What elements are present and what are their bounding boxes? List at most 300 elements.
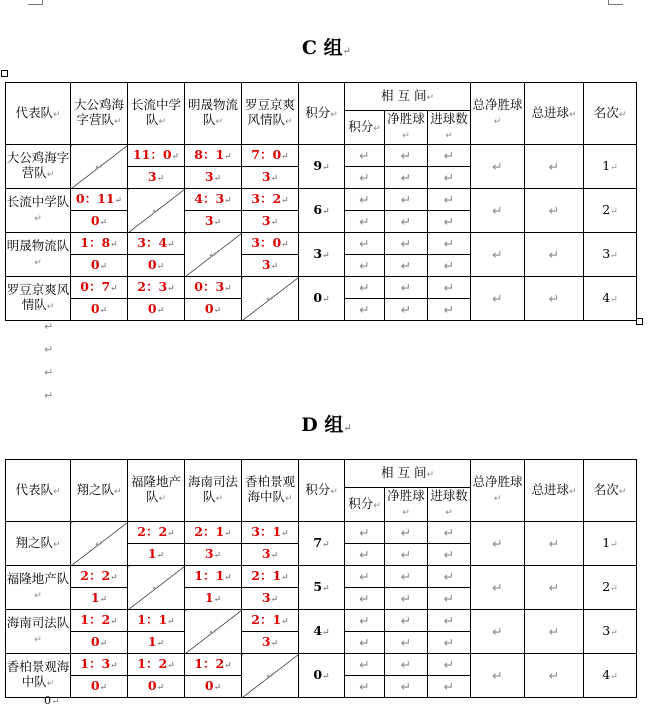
cell-mark: ↵ [213,550,222,561]
mutual-cell: ↵ [345,610,385,632]
cell-mark: ↵ [99,682,108,693]
mutual-cell: ↵ [428,211,471,233]
net-goals-cell: ↵ [471,233,525,277]
mutual-cell: ↵ [385,189,428,211]
cell-mark: ↵ [110,660,118,671]
match-score-value: 0：7 [80,278,111,294]
table-row [6,654,637,676]
self-match-cell [242,654,299,698]
total-goals-cell: ↵ [525,654,584,698]
header-opponent-4-label: 罗豆京爽风情队 [244,97,295,127]
cell-mark: ↵ [224,572,232,583]
cell-mark: ↵ [167,283,175,294]
total-goals-cell: ↵ [525,233,584,277]
rank-cell [584,610,637,654]
rank-value: 2 [602,578,611,594]
sub-label: 进球数 [430,111,468,126]
rank-cell [584,233,637,277]
header-opponent-3-label: 海南司法队 [187,474,238,504]
cell-mark: ↵ [213,217,222,228]
rank-value: 4 [602,289,611,305]
match-score [185,654,242,676]
cell-mark: ↵ [152,206,160,217]
cell-mark: ↵ [281,528,289,539]
match-points-value: 1 [204,589,214,605]
team-name-label: 翔之队 [15,534,53,550]
cell-mark: ↵ [46,170,55,180]
team-name [6,277,71,321]
mutual-cell: ↵ [428,676,471,698]
cell-mark: ↵ [322,671,330,682]
mutual-cell: ↵ [385,233,428,255]
cell-mark: ↵ [610,162,618,173]
match-points [128,167,185,189]
match-score-value: 2：1 [251,611,282,627]
table-row [6,522,637,544]
match-points [128,676,185,698]
sub-label: 积分 [348,118,374,134]
cell-mark: ↵ [224,151,232,162]
cell-mark: ↵ [270,594,279,605]
mutual-cell: ↵ [345,211,385,233]
mutual-cell: ↵ [428,654,471,676]
cell-mark: ↵ [34,214,42,224]
mutual-cell: ↵ [345,277,385,299]
header-mutual-sub-1 [345,488,385,522]
cell-mark: ↵ [322,206,330,217]
header-opponent-1 [71,83,128,145]
cell-mark: ↵ [34,591,42,601]
header-opponent-3 [185,83,242,145]
total-points [299,189,345,233]
match-score-value: 2：2 [137,523,168,539]
match-score [128,522,185,544]
match-points-value: 3 [204,545,214,561]
cell-mark: ↵ [156,305,165,316]
match-score-value: 1：2 [137,655,168,671]
match-score [71,610,128,632]
cell-mark: ↵ [156,682,165,693]
match-score-value: 0：11 [75,190,115,206]
total-points [299,233,345,277]
match-score [242,145,299,167]
cell-mark: ↵ [215,494,224,504]
match-points [128,632,185,654]
total-points-value: 7 [313,534,323,550]
mutual-cell: ↵ [385,299,428,321]
mutual-cell: ↵ [345,145,385,167]
match-score-value: 3：4 [137,234,168,250]
corner-mark-top-right [608,0,623,5]
rank-cell [584,189,637,233]
cell-mark: ↵ [224,195,232,206]
group-c-title: C 组↵ [301,37,352,59]
match-points-value: 0 [147,256,157,272]
header-rank [584,83,637,145]
self-match-cell [242,277,299,321]
cell-mark: ↵ [95,539,103,550]
match-points-value: 0 [204,677,214,693]
cell-mark: ↵ [322,294,330,305]
match-points [185,211,242,233]
cell-mark: ↵ [373,500,381,511]
cell-mark: ↵ [610,627,618,638]
cell-mark: ↵ [213,594,222,605]
header-opponent-2 [128,83,185,145]
team-name-label: 大公鸡海字营队 [6,150,70,180]
cell-mark: ↵ [493,494,502,504]
team-name-label: 罗豆京爽风情队 [6,282,70,312]
cell-mark: ↵ [99,638,108,649]
team-name [6,189,71,233]
cell-mark: ↵ [618,486,627,497]
match-score [242,566,299,588]
header-opponent-4 [242,83,299,145]
cell-mark: ↵ [610,539,618,550]
cell-mark: ↵ [270,550,279,561]
header-mutual-label: 相 互 间 [381,464,427,480]
header-total-goals [525,460,584,522]
header-opponent-1-label: 大公鸡海字营队 [73,97,124,127]
paragraph-mark: ↵ [44,366,54,379]
total-goals-cell: ↵ [525,610,584,654]
match-points [185,544,242,566]
match-points-value: 0 [90,256,100,272]
total-points-value: 9 [313,157,323,173]
cell-mark: ↵ [224,528,232,539]
match-points [128,544,185,566]
cell-mark: ↵ [270,217,279,228]
mutual-cell: ↵ [345,544,385,566]
match-score [185,566,242,588]
cell-mark: ↵ [281,616,289,627]
match-score [242,233,299,255]
match-score-value: 3：0 [251,234,282,250]
team-name [6,522,71,566]
mutual-cell: ↵ [428,233,471,255]
mutual-cell: ↵ [428,632,471,654]
paragraph-mark: ↵ [44,343,54,356]
cell-mark: ↵ [152,583,160,594]
match-score [128,145,185,167]
header-row [6,460,637,488]
match-score-value: 2：3 [137,278,168,294]
cell-mark: ↵ [322,627,330,638]
cell-mark: ↵ [610,206,618,217]
table-row [6,189,637,211]
header-opponent-2 [128,460,185,522]
cell-mark: ↵ [95,162,103,173]
match-score [128,610,185,632]
mutual-cell: ↵ [345,167,385,189]
match-points [185,299,242,321]
cell-mark: ↵ [610,583,618,594]
self-match-cell [128,566,185,610]
mutual-cell: ↵ [345,588,385,610]
cell-mark: ↵ [113,486,122,497]
header-mutual-sub-2 [385,111,428,145]
mutual-cell: ↵ [385,566,428,588]
cell-mark: ↵ [156,550,165,561]
match-score [242,522,299,544]
match-points-value: 3 [261,633,271,649]
match-score-value: 2：2 [80,567,111,583]
header-total-goals [525,83,584,145]
net-goals-cell: ↵ [471,277,525,321]
cell-mark: ↵ [224,283,232,294]
cell-mark: ↵ [330,486,338,497]
team-name [6,145,71,189]
cell-mark: ↵ [618,109,627,120]
cell-mark: ↵ [322,250,330,261]
cell-mark: ↵ [213,173,222,184]
match-score [128,654,185,676]
header-opponent-1-label: 翔之队 [76,481,114,497]
match-points-value: 3 [204,212,214,228]
header-rank [584,460,637,522]
cell-mark: ↵ [34,258,42,268]
header-mutual-sub-3 [428,111,471,145]
cell-mark: ↵ [281,239,289,250]
cell-mark: ↵ [99,217,108,228]
match-score [71,189,128,211]
match-points-value: 3 [204,168,214,184]
cell-mark: ↵ [493,117,502,127]
mutual-cell: ↵ [428,255,471,277]
mutual-cell: ↵ [385,544,428,566]
mutual-cell: ↵ [345,233,385,255]
mutual-cell: ↵ [385,277,428,299]
cell-mark: ↵ [167,616,175,627]
mutual-cell: ↵ [428,277,471,299]
total-points-value: 5 [313,578,323,594]
rank-cell [584,566,637,610]
match-points [128,299,185,321]
cell-mark: ↵ [110,572,118,583]
header-total-goals-label: 总进球 [531,104,569,120]
table-anchor-icon [1,70,8,77]
paragraph-mark: ↵ [44,320,54,333]
match-score-value: 7：0 [251,146,282,162]
mutual-cell: ↵ [428,566,471,588]
cell-mark: ↵ [426,92,434,103]
cell-mark: ↵ [322,162,330,173]
team-name-label: 福隆地产队 [6,571,70,586]
match-points-value: 0 [147,300,157,316]
match-points-value: 1 [147,633,157,649]
team-name-label: 海南司法队 [6,615,70,630]
cell-mark: ↵ [156,261,165,272]
cell-mark: ↵ [52,486,61,497]
cell-mark: ↵ [213,305,222,316]
self-match-cell [128,189,185,233]
mutual-cell: ↵ [428,167,471,189]
team-name [6,566,71,610]
header-mutual [345,460,471,488]
cell-mark: ↵ [110,239,118,250]
match-points-value: 0 [90,212,100,228]
header-points [299,83,345,145]
total-points [299,654,345,698]
header-team-label: 代表队 [15,104,53,120]
mutual-cell: ↵ [385,632,428,654]
cell-mark: ↵ [99,305,108,316]
mutual-cell: ↵ [428,189,471,211]
rank-value: 3 [602,622,611,638]
group-d-table [5,459,637,698]
header-mutual-sub-2 [385,488,428,522]
total-goals-cell: ↵ [525,189,584,233]
cell-mark: ↵ [52,109,61,120]
mutual-cell: ↵ [385,145,428,167]
cell-mark: ↵ [322,539,330,550]
sub-label: 积分 [348,495,374,511]
group-c-table [5,82,637,321]
cell-mark: ↵ [266,671,274,682]
header-mutual-sub-1 [345,111,385,145]
header-points-label: 积分 [305,481,331,497]
cell-mark: ↵ [270,261,279,272]
team-name-label: 长流中学队 [6,194,70,209]
header-opponent-2-label: 长流中学队 [130,97,181,127]
mutual-cell: ↵ [385,588,428,610]
mutual-cell: ↵ [345,566,385,588]
cell-mark: ↵ [568,109,577,120]
match-points [71,632,128,654]
match-points-value: 0 [90,633,100,649]
cell-mark: ↵ [171,151,180,162]
table-row [6,277,637,299]
match-points-value: 3 [147,168,157,184]
match-score-value: 1：2 [80,611,111,627]
header-team-label: 代表队 [15,481,53,497]
match-points [71,299,128,321]
corner-mark-top-left [28,0,43,5]
match-score [242,189,299,211]
mutual-cell: ↵ [385,676,428,698]
self-match-cell [185,610,242,654]
match-points-value: 1 [147,545,157,561]
cell-mark: ↵ [99,594,108,605]
cell-mark: ↵ [167,239,175,250]
cell-mark: ↵ [270,173,279,184]
cell-mark: ↵ [281,151,289,162]
cell-mark: ↵ [110,616,118,627]
sub-label: 进球数 [430,488,468,503]
match-score-value: 4：3 [194,190,225,206]
cell-mark: ↵ [266,294,274,305]
match-score [71,233,128,255]
cell-mark: ↵ [156,638,165,649]
header-rank-label: 名次 [593,481,619,497]
match-points [242,632,299,654]
mutual-cell: ↵ [385,654,428,676]
header-mutual-label: 相 互 间 [381,87,427,103]
self-match-cell [71,522,128,566]
sub-label: 净胜球 [387,111,425,126]
mutual-cell: ↵ [385,211,428,233]
cell-mark: ↵ [445,508,453,518]
net-goals-cell: ↵ [471,522,525,566]
header-mutual [345,83,471,111]
header-opponent-2-label: 福隆地产队 [130,474,181,504]
total-goals-cell: ↵ [525,566,584,610]
cell-mark: ↵ [158,494,167,504]
team-name [6,654,71,698]
cell-mark: ↵ [402,131,410,141]
net-goals-cell: ↵ [471,145,525,189]
match-score [128,233,185,255]
cell-mark: ↵ [270,638,279,649]
total-goals-cell: ↵ [525,522,584,566]
match-score [71,277,128,299]
match-points-value: 3 [261,256,271,272]
match-score-value: 2：1 [194,523,225,539]
total-points-value: 0 [313,289,323,305]
match-score [185,145,242,167]
match-score [71,566,128,588]
mutual-cell: ↵ [345,654,385,676]
mutual-cell: ↵ [428,610,471,632]
cell-mark: ↵ [568,486,577,497]
header-total-goals-label: 总进球 [531,481,569,497]
header-opponent-3 [185,460,242,522]
team-name-label: 明晟物流队 [6,238,70,253]
cell-mark: ↵ [158,117,167,127]
mutual-cell: ↵ [345,632,385,654]
cell-mark: ↵ [445,131,453,141]
cell-mark: ↵ [213,682,222,693]
paragraph-mark: ↵ [44,389,54,402]
cell-mark: ↵ [610,250,618,261]
cell-mark: ↵ [373,123,381,134]
cell-mark: ↵ [209,627,217,638]
match-points [71,588,128,610]
match-score-value: 1：8 [80,234,111,250]
cell-mark: ↵ [114,195,123,206]
mutual-cell: ↵ [428,145,471,167]
match-score-value: 2：1 [251,567,282,583]
match-score-value: 0：3 [194,278,225,294]
total-points [299,610,345,654]
header-points [299,460,345,522]
team-name [6,233,71,277]
mutual-cell: ↵ [385,255,428,277]
cell-mark: ↵ [167,660,175,671]
match-points-value: 0 [90,300,100,316]
cell-mark: ↵ [156,173,165,184]
cell-mark: ↵ [284,494,293,504]
cell-mark: ↵ [52,539,61,550]
net-goals-cell: ↵ [471,566,525,610]
header-points-label: 积分 [305,104,331,120]
cell-mark: ↵ [34,635,42,645]
net-goals-cell: ↵ [471,654,525,698]
net-goals-cell: ↵ [471,610,525,654]
rank-value: 2 [602,201,611,217]
match-score [185,189,242,211]
rank-cell [584,654,637,698]
match-points-value: 1 [90,589,100,605]
mutual-cell: ↵ [385,167,428,189]
match-points-value: 3 [261,212,271,228]
total-goals-cell: ↵ [525,145,584,189]
rank-cell [584,277,637,321]
mutual-cell: ↵ [345,522,385,544]
match-points [242,544,299,566]
cell-mark: ↵ [215,117,224,127]
cell-mark: ↵ [110,283,118,294]
